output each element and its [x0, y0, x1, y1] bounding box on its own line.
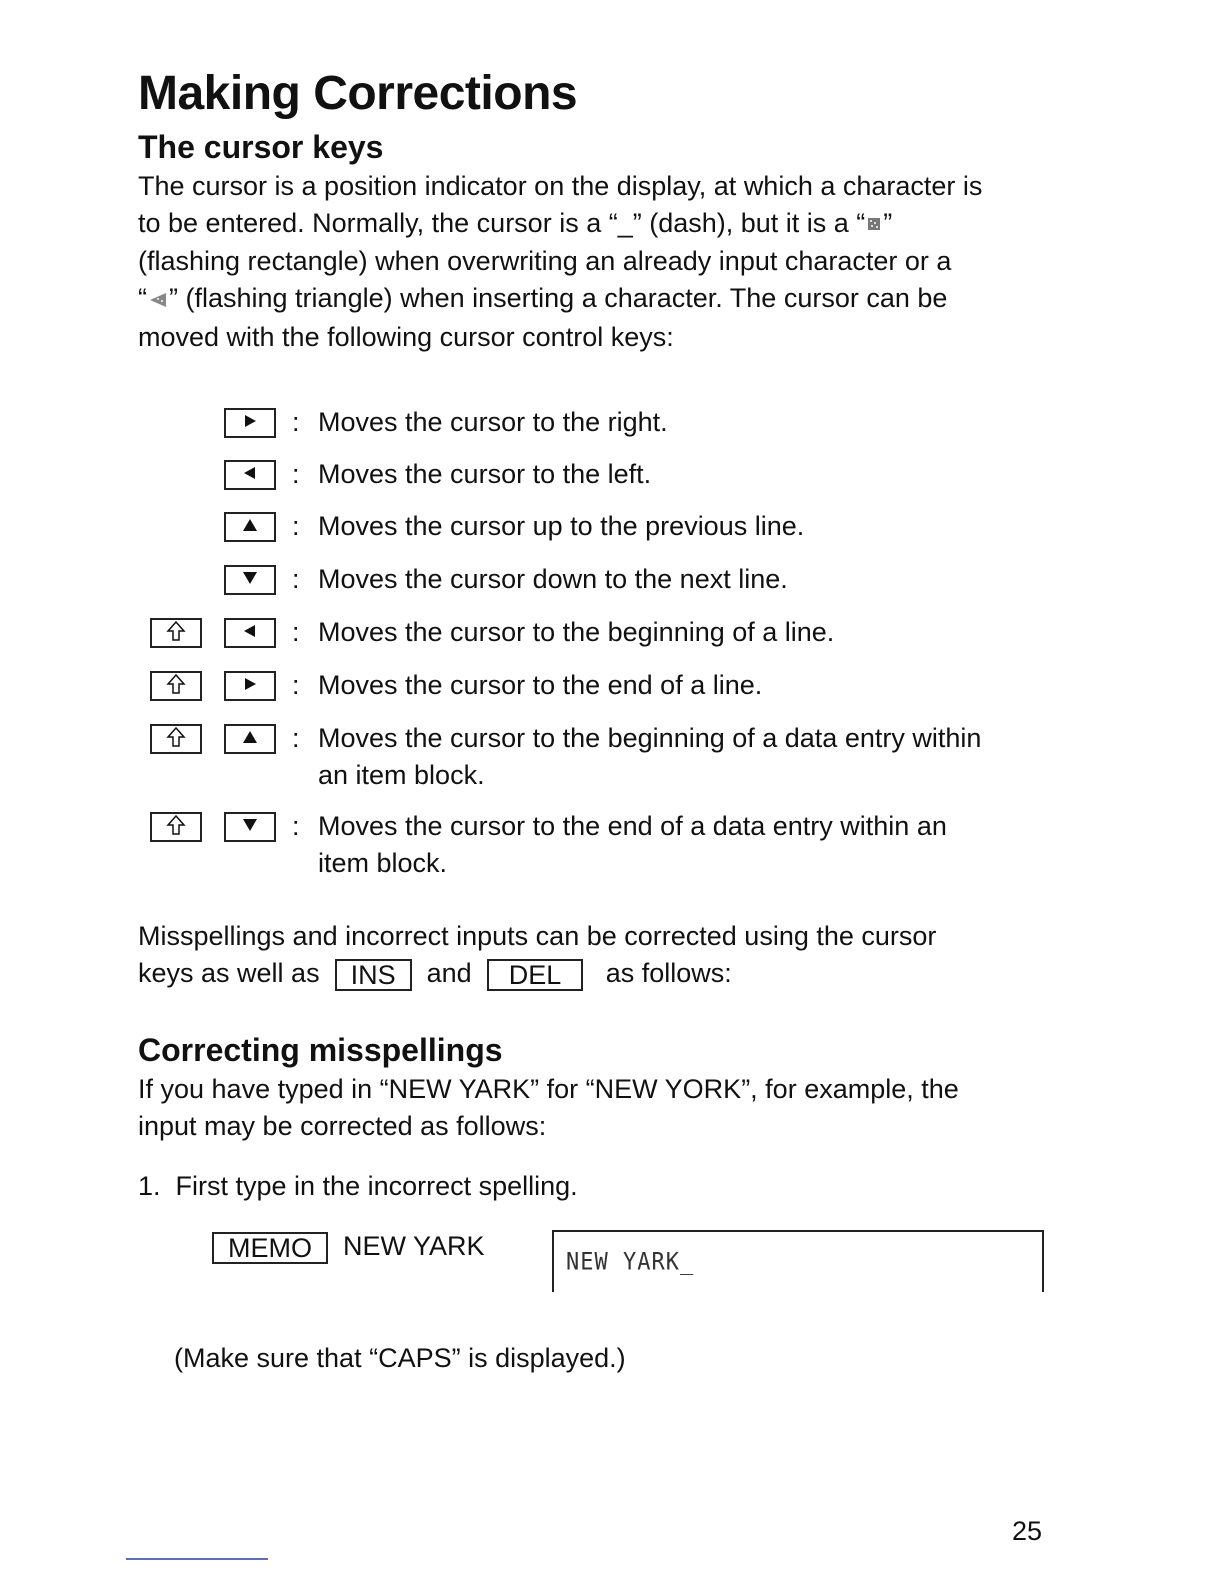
intro-line-2: [138, 205, 982, 243]
right-triangle-icon: [242, 414, 258, 433]
down-arrow-key: [224, 565, 276, 595]
colon: :: [292, 407, 300, 437]
colon: :: [292, 511, 300, 541]
section-heading-cursor-keys: The cursor keys: [138, 129, 384, 165]
left-arrow-key: [224, 460, 276, 490]
up-arrow-key: [224, 724, 276, 754]
memo-key: MEMO: [212, 1232, 328, 1264]
colon: :: [292, 617, 300, 647]
del-key: DEL: [487, 959, 584, 991]
after-line-2: [138, 955, 936, 992]
intro-line-5: moved with the following cursor control keys:: [138, 321, 674, 352]
left-triangle-icon: [242, 466, 258, 485]
intro-line-4a: “: [138, 283, 147, 314]
shift-arrow-icon: [166, 726, 186, 753]
key-description: [318, 614, 834, 651]
keys-as-well-as-text: keys as well as: [138, 958, 320, 988]
colon: :: [292, 723, 300, 753]
right-triangle-icon: [242, 677, 258, 696]
colon: :: [292, 564, 300, 594]
and-text: and: [426, 958, 472, 988]
intro-line-4b: ” (flashing triangle) when inserting a character. The cursor can be: [169, 283, 948, 314]
lcd-display-text: NEW YARK_: [566, 1248, 695, 1277]
typed-text: NEW YARK: [343, 1231, 485, 1261]
left-arrow-key: [224, 618, 276, 648]
shift-key: [150, 671, 202, 701]
cursor-intro-paragraph: [138, 168, 982, 356]
flashing-triangle-cursor-icon: [147, 282, 169, 319]
right-arrow-key: [224, 671, 276, 701]
page-title: Making Corrections: [138, 67, 578, 120]
key-description: [318, 667, 762, 704]
key-description: [318, 808, 947, 882]
shift-arrow-icon: [166, 620, 186, 647]
flashing-rectangle-cursor-icon: [865, 206, 883, 243]
as-follows-text: as follows:: [605, 958, 732, 988]
misspell-paragraph: [138, 1071, 959, 1145]
up-triangle-icon: [242, 518, 258, 537]
page-number: 25: [1011, 1516, 1042, 1546]
key-description-line-1: Moves the cursor to the end of a line.: [318, 670, 763, 700]
key-description-line-1: Moves the cursor to the beginning of a line.: [318, 617, 835, 647]
intro-line-2a: to be entered. Normally, the cursor is a “_” (dash), but it is a “: [138, 208, 866, 238]
key-description-line-2: an item block.: [318, 760, 485, 790]
misspell-line-1: If you have typed in “NEW YARK” for “NEW YORK”, for example, the: [138, 1074, 959, 1104]
key-description: [318, 456, 651, 493]
intro-line-4: [138, 280, 982, 318]
key-description-line-1: Moves the cursor to the left.: [318, 459, 652, 489]
key-description: [318, 404, 668, 441]
caps-note: (Make sure that “CAPS” is displayed.): [174, 1343, 626, 1373]
colon: :: [292, 811, 300, 841]
ins-key: INS: [335, 959, 412, 991]
right-arrow-key: [224, 408, 276, 438]
key-description-line-1: Moves the cursor down to the next line.: [318, 564, 788, 594]
shift-key: [150, 618, 202, 648]
lcd-display: [552, 1230, 1044, 1292]
intro-line-2b: ”: [883, 208, 893, 238]
key-description: [318, 561, 788, 598]
key-description: [318, 720, 981, 794]
colon: :: [292, 670, 300, 700]
up-arrow-key: [224, 512, 276, 542]
intro-line-3: (flashing rectangle) when overwriting an already input character or a: [138, 246, 952, 277]
down-triangle-icon: [242, 818, 258, 837]
down-arrow-key: [224, 812, 276, 842]
key-description-line-1: Moves the cursor to the beginning of a data entry within: [318, 723, 982, 753]
section-heading-correcting-misspellings: Correcting misspellings: [138, 1032, 503, 1068]
up-triangle-icon: [242, 730, 258, 749]
after-line-1: Misspellings and incorrect inputs can be corrected using the cursor: [138, 921, 937, 951]
colon: :: [292, 459, 300, 489]
key-description-line-2: item block.: [318, 848, 448, 878]
key-description-line-1: Moves the cursor to the right.: [318, 407, 668, 437]
left-triangle-icon: [242, 624, 258, 643]
step-1-input-example: [212, 1228, 485, 1265]
shift-key: [150, 724, 202, 754]
correction-intro-paragraph: [138, 918, 936, 992]
down-triangle-icon: [242, 571, 258, 590]
misspell-line-2: input may be corrected as follows:: [138, 1111, 547, 1141]
shift-arrow-icon: [166, 673, 186, 700]
shift-arrow-icon: [166, 814, 186, 841]
step-1: 1. First type in the incorrect spelling.: [138, 1171, 578, 1201]
key-description-line-1: Moves the cursor up to the previous line.: [318, 511, 805, 541]
intro-line-1: The cursor is a position indicator on the display, at which a character is: [138, 171, 983, 201]
key-description-line-1: Moves the cursor to the end of a data entry within an: [318, 811, 947, 841]
key-description: [318, 508, 804, 545]
footer-rule: [126, 1558, 268, 1560]
shift-key: [150, 812, 202, 842]
